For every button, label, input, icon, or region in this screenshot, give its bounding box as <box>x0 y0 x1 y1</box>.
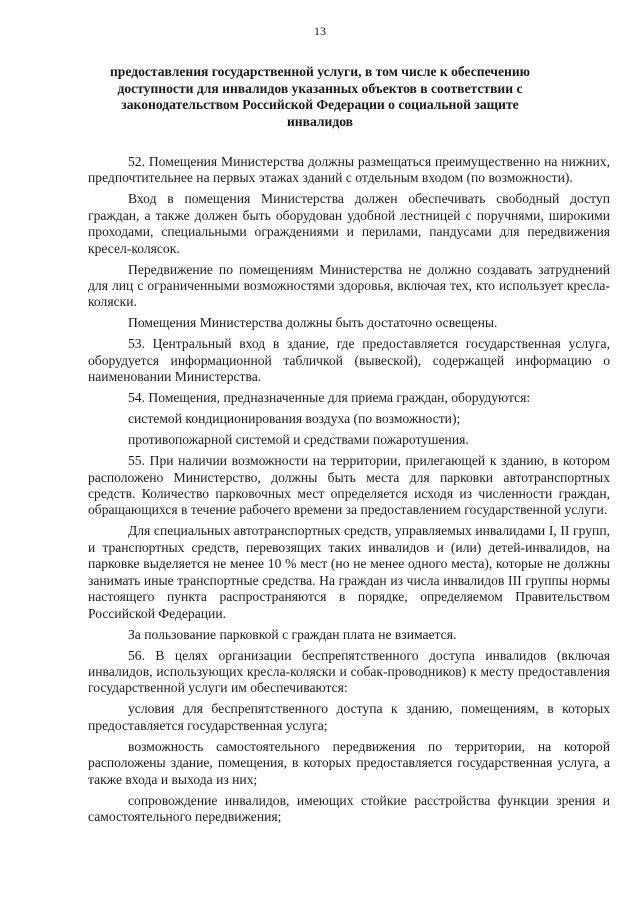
paragraph: Вход в помещения Министерства должен обеспечивать свободный доступ граждан, а также должен быть оборудован удобной лестницей с поручнями, широкими проходами, специальными ограждениями и перилами, пандусами для передвижения кресел-колясок. <box>88 191 610 256</box>
paragraph: Передвижение по помещениям Министерства не должно создавать затруднений для лиц с ограниченными возможностями здоровья, включая тех, кто использует кресла-коляски. <box>88 261 610 310</box>
paragraph: противопожарной системой и средствами пожаротушения. <box>128 432 469 448</box>
paragraph: сопровождение инвалидов, имеющих стойкие расстройства функции зрения и самостоятельного передвижения; <box>88 792 610 824</box>
page-number: 13 <box>314 24 326 38</box>
paragraph: 55. При наличии возможности на территории, прилегающей к зданию, в котором расположено Министерство, должны быть места для парковки автотранспортных средств. Количество парковочных мест определяется исходя из численности граждан, обращающихся в течение рабочего времени за предоставлением государственной услуги. <box>88 453 610 518</box>
paragraph: возможность самостоятельного передвижения по территории, на которой расположены здание, помещения, в которых предоставляется государственная услуга, а также входа и выхода из них; <box>88 738 610 787</box>
section-heading: предоставления государственной услуги, в том числе к обеспечению доступности для инвалидов указанных объектов в соответствии с законодательством Российской Федерации о социальной защите инвалидов <box>109 64 531 129</box>
paragraph: 56. В целях организации беспрепятственного доступа инвалидов (включая инвалидов, использующих кресла-коляски и собак-проводников) к месту предоставления государственной услуги им обеспечиваются: <box>88 647 610 696</box>
document-body <box>88 154 610 830</box>
paragraph: Для специальных автотранспортных средств, управляемых инвалидами I, II групп, и транспортных средств, перевозящих таких инвалидов и (или) детей-инвалидов, на парковке выделяется не менее 10 % мест (но не менее одного места), которые не должны занимать иные транспортные средства. На граждан из числа инвалидов III группы нормы настоящего пункта распространяются в порядке, определяемом Правительством Российской Федерации. <box>88 523 610 621</box>
paragraph: системой кондиционирования воздуха (по возможности); <box>128 411 461 427</box>
paragraph: 54. Помещения, предназначенные для приема граждан, оборудуются: <box>128 390 531 406</box>
paragraph: 52. Помещения Министерства должны размещаться преимущественно на нижних, предпочтительнее на первых этажах зданий с отдельным входом (по возможности). <box>88 154 610 186</box>
paragraph: За пользование парковкой с граждан плата не взимается. <box>128 626 457 642</box>
paragraph: Помещения Министерства должны быть достаточно освещены. <box>128 315 498 331</box>
paragraph: 53. Центральный вход в здание, где предоставляется государственная услуга, оборудуется информационной табличкой (вывеской), содержащей информацию о наименовании Министерства. <box>88 336 610 385</box>
paragraph: условия для беспрепятственного доступа к зданию, помещениям, в которых предоставляется государственная услуга; <box>88 701 610 733</box>
